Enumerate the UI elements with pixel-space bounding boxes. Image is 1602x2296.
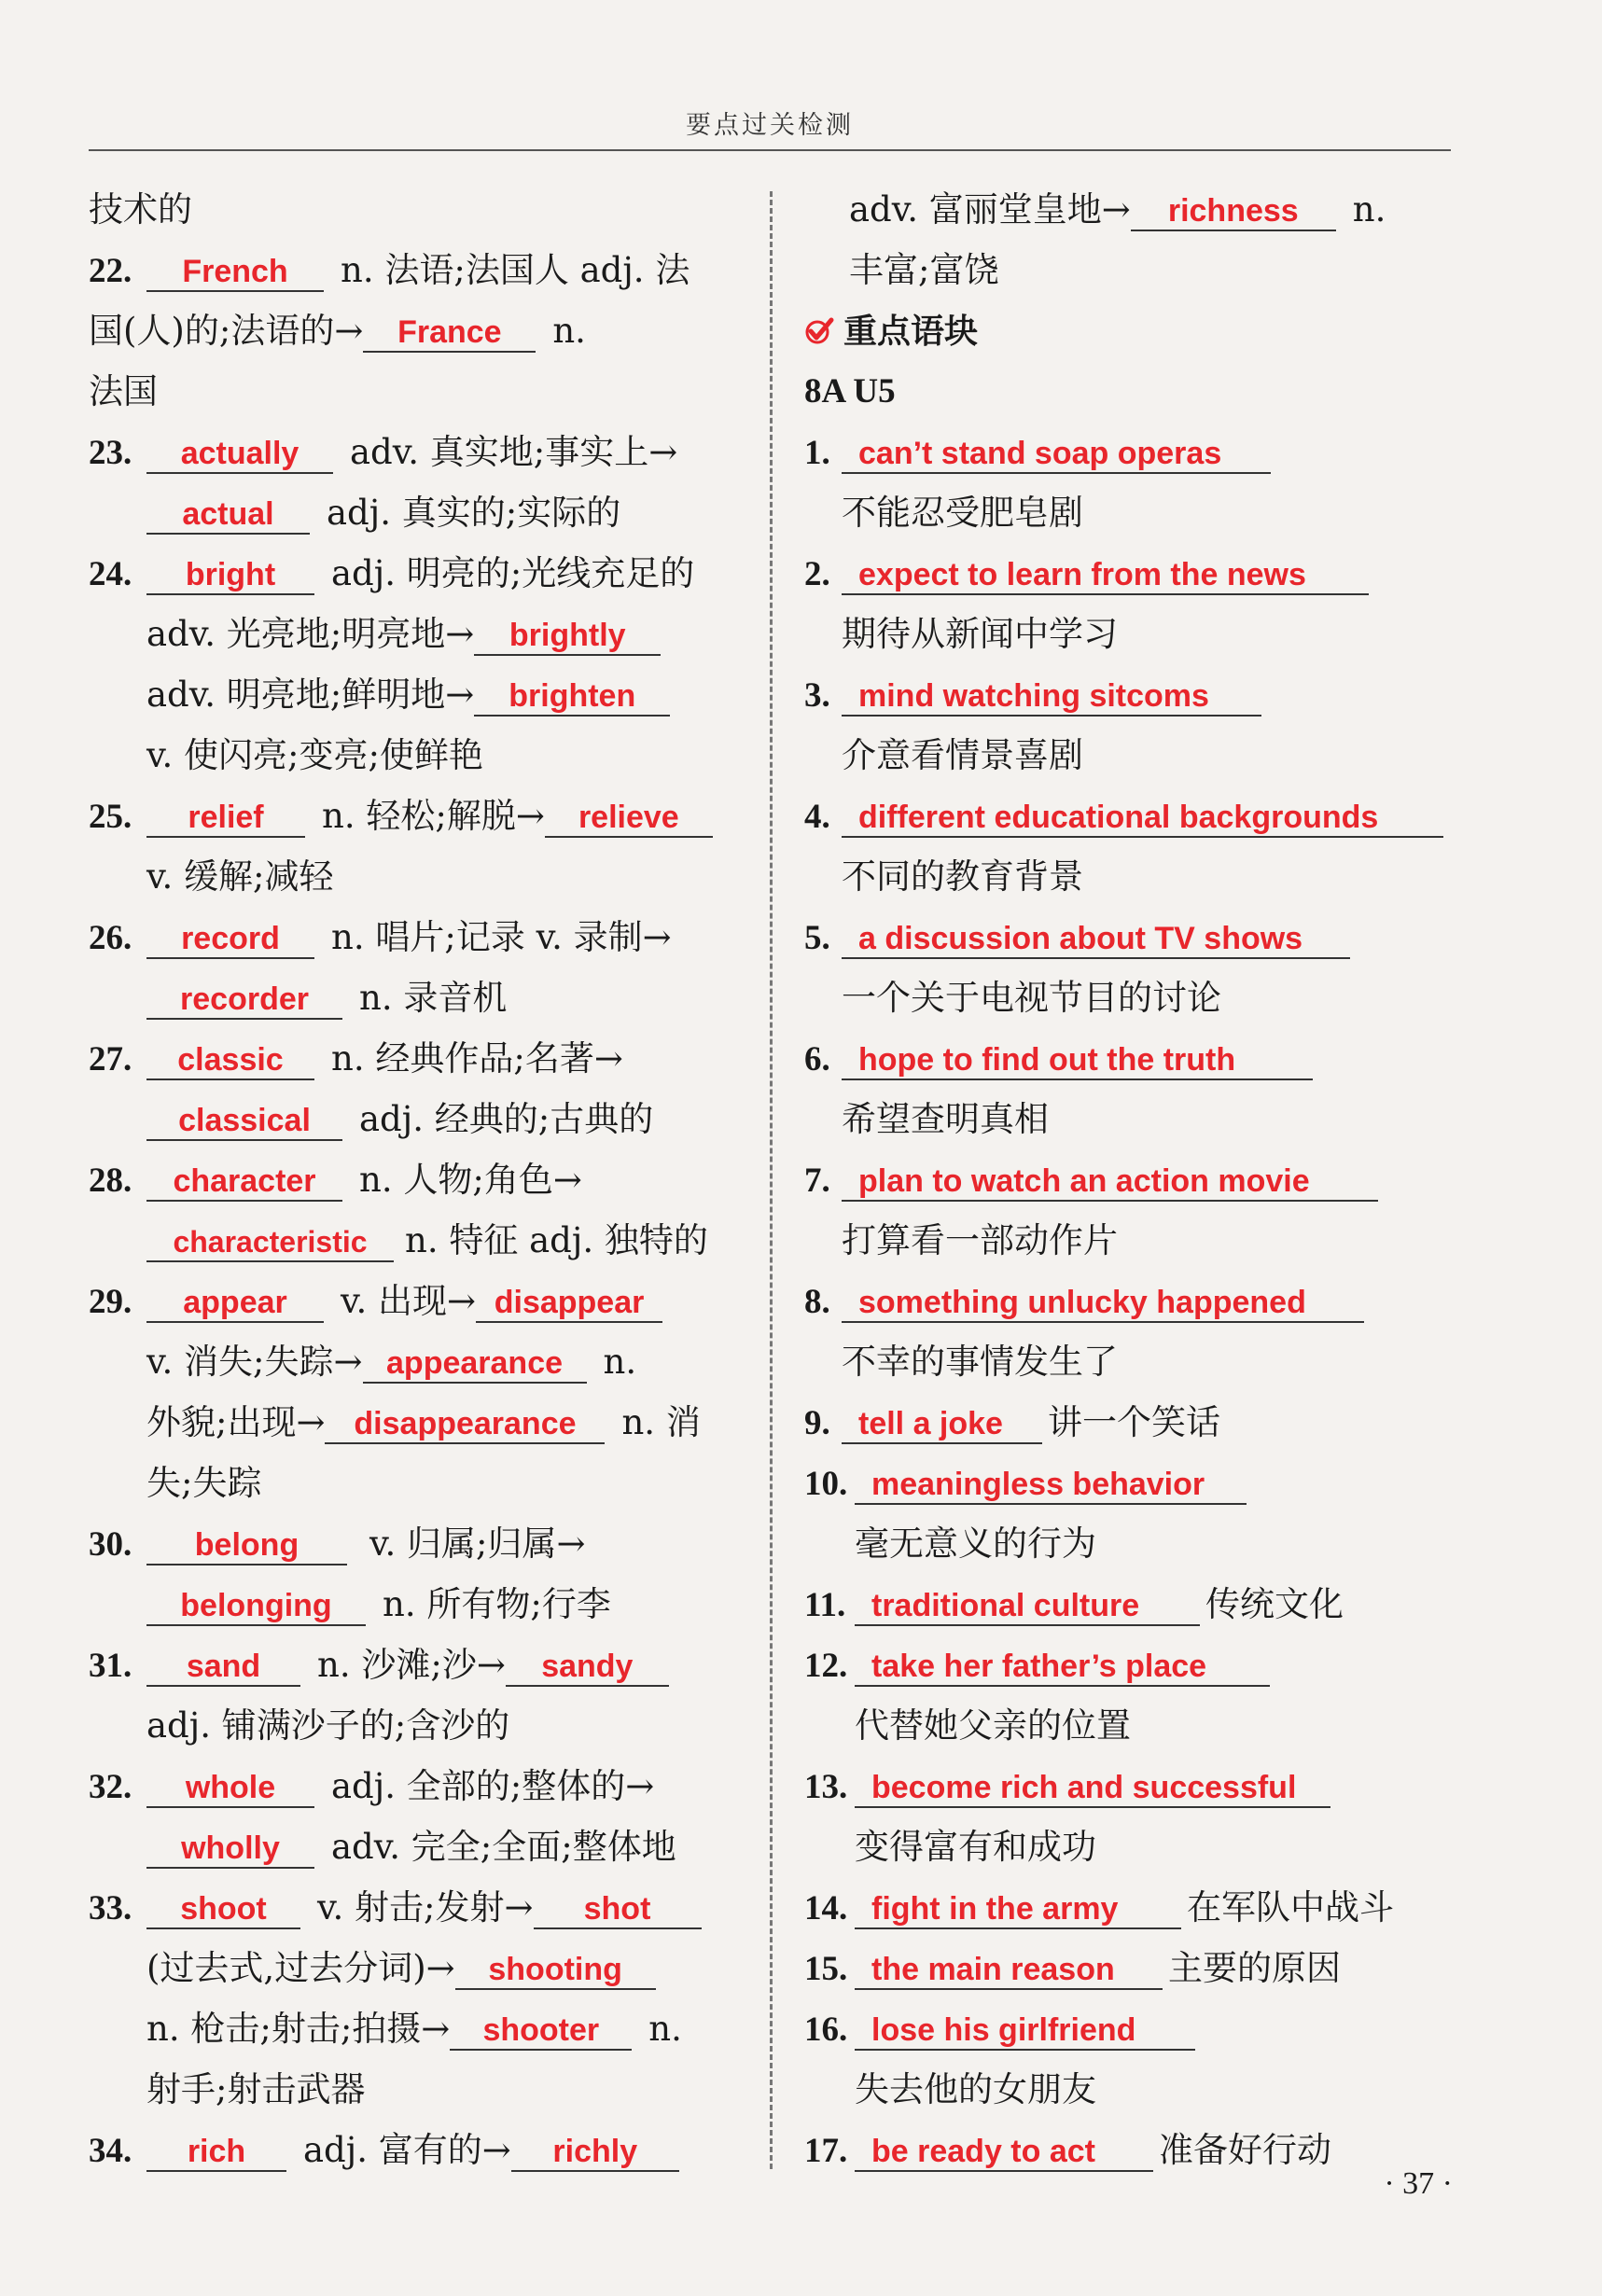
page-header: 要点过关检测 [686,111,854,140]
answer-blank: relieve [545,799,713,838]
answer-blank: classical [146,1102,342,1141]
vocab-item: 30. belong v. 归属;归属→ [89,1524,586,1564]
answer-blank: meaningless behavior [855,1466,1247,1505]
answer-blank: belonging [146,1587,366,1626]
answer-blank: appear [146,1284,324,1323]
vocab-item: 27. classic n. 经典作品;名著→ [89,1038,623,1078]
phrase-meaning: 打算看一部动作片 [842,1220,1118,1260]
vocab-item: 24. bright adj. 明亮的;光线充足的 [89,553,695,593]
vocab-item: 25. relief n. 轻松;解脱→ relieve [89,786,732,846]
text-line: v. 缓解;减轻 [146,856,334,897]
text-line: 射手;射击武器 [146,2069,366,2109]
answer-blank: classic [146,1041,314,1080]
phrase-meaning: 不同的教育背景 [842,856,1083,897]
answer-blank: brighten [474,677,670,717]
vocab-item: 国(人)的;法语的→ France n. [89,311,586,351]
vocab-item: 34. rich adj. 富有的→ richly [89,2120,732,2180]
vocab-item: 22. French n. 法语;法国人 adj. 法 [89,250,690,290]
answer-blank: the main reason [855,1951,1163,1990]
vocab-item: classical adj. 经典的;古典的 [89,1089,732,1149]
answer-blank: sandy [506,1648,669,1687]
phrase-item: 2. expect to learn from the news [804,543,1457,604]
answer-blank: plan to watch an action movie [842,1162,1378,1202]
answer-blank: wholly [146,1830,314,1869]
vocab-item: 外貌;出现→ disappearance n. 消 [146,1402,701,1442]
text-line: v. 使闪亮;变亮;使鲜艳 [146,735,483,775]
answer-blank: mind watching sitcoms [842,677,1261,717]
vocab-item: v. 消失;失踪→ appearance n. [146,1342,637,1382]
answer-blank: shooting [455,1951,656,1990]
vocab-item: 31. sand n. 沙滩;沙→ sandy [89,1635,732,1695]
vocab-item: 28. character n. 人物;角色→ [89,1160,582,1200]
answer-blank: a discussion about TV shows [842,920,1350,959]
answer-blank: characteristic [146,1223,394,1262]
answer-blank: something unlucky happened [842,1284,1364,1323]
phrase-item: 1. can’t stand soap operas [804,422,1457,482]
answer-blank: can’t stand soap operas [842,435,1271,474]
vocab-item: n. 枪击;射击;拍摄→ shooter n. [146,2009,682,2049]
phrase-item: 8. something unlucky happened [804,1271,1457,1331]
answer-blank: richness [1131,192,1336,231]
text-line: 法国 [89,371,158,411]
phrase-meaning: 代替她父亲的位置 [855,1705,1131,1746]
answer-blank: sand [146,1648,300,1687]
phrase-item: 9. tell a joke 讲一个笑话 [804,1402,1220,1442]
answer-blank: recorder [146,981,342,1020]
answer-blank: bright [146,556,314,595]
answer-blank: hope to find out the truth [842,1041,1313,1080]
answer-blank: brightly [474,617,661,656]
answer-blank: record [146,920,314,959]
header-rule [89,149,1451,151]
phrase-item: 14. fight in the army 在军队中战斗 [804,1887,1394,1927]
check-icon [804,316,834,346]
answer-blank: disappearance [325,1405,605,1444]
vocab-item: 23. actually adv. 真实地;事实上→ [89,432,678,472]
answer-blank: character [146,1162,342,1202]
phrase-item: 10. meaningless behavior [804,1453,1457,1513]
text-line: 技术的 [89,189,192,230]
left-column [89,179,732,2180]
phrase-item: 7. plan to watch an action movie [804,1149,1457,1210]
answer-blank: different educational backgrounds [842,799,1443,838]
answer-blank: fight in the army [855,1890,1181,1929]
phrase-meaning: 介意看情景喜剧 [842,735,1083,775]
phrase-meaning: 一个关于电视节目的讨论 [842,978,1221,1018]
phrase-item: 4. different educational backgrounds [804,786,1457,846]
answer-blank: lose his girlfriend [855,2011,1195,2051]
vocab-item: adv. 明亮地;鲜明地→ brighten [89,664,732,725]
vocab-item: 32. whole adj. 全部的;整体的→ [89,1766,655,1806]
phrase-meaning: 变得富有和成功 [855,1827,1096,1867]
phrase-item: 17. be ready to act 准备好行动 [804,2130,1331,2170]
vocab-item: characteristic n. 特征 adj. 独特的 [89,1210,732,1271]
answer-blank: rich [146,2133,286,2172]
phrase-item: 15. the main reason 主要的原因 [804,1948,1341,1988]
vocab-item: adv. 光亮地;明亮地→ brightly [89,604,732,664]
answer-blank: relief [146,799,305,838]
answer-blank: appearance [363,1344,587,1384]
phrase-meaning: 不幸的事情发生了 [842,1342,1118,1382]
phrase-item: 13. become rich and successful [804,1756,1457,1816]
vocab-item: belonging n. 所有物;行李 [89,1574,732,1635]
answer-blank: tell a joke [842,1405,1042,1444]
answer-blank: take her father’s place [855,1648,1270,1687]
phrase-list [804,422,1457,2180]
answer-blank: expect to learn from the news [842,556,1369,595]
answer-blank: shot [534,1890,702,1929]
vocab-item: wholly adv. 完全;全面;整体地 [89,1816,732,1877]
answer-blank: French [146,253,324,292]
phrase-meaning: 毫无意义的行为 [855,1524,1096,1564]
answer-blank: whole [146,1769,314,1808]
text-line: 丰富;富饶 [849,250,999,290]
phrase-meaning: 希望查明真相 [842,1099,1049,1139]
vocab-item: adv. 富丽堂皇地→ richness n. [849,189,1386,230]
vocab-item: recorder n. 录音机 [89,967,732,1028]
vocab-item: 26. record n. 唱片;记录 v. 录制→ [89,917,672,957]
phrase-item: 12. take her father’s place [804,1635,1457,1695]
phrase-item: 3. mind watching sitcoms [804,664,1457,725]
page-number: · 37 · [1384,2166,1453,2201]
text-line: 失;失踪 [146,1463,262,1503]
answer-blank: shooter [450,2011,632,2051]
answer-blank: be ready to act [855,2133,1153,2172]
vocab-item: 33. shoot v. 射击;发射→ shot [89,1877,732,1938]
phrase-meaning: 期待从新闻中学习 [842,614,1118,654]
text-line: adj. 铺满沙子的;含沙的 [146,1705,510,1746]
section-title: 重点语块 [843,313,979,351]
answer-blank: shoot [146,1890,300,1929]
answer-blank: actual [146,495,310,535]
answer-blank: belong [146,1526,347,1565]
answer-blank: richly [511,2133,679,2172]
unit-label: 8A U5 [804,372,896,410]
phrase-item: 11. traditional culture 传统文化 [804,1584,1344,1624]
phrase-item: 6. hope to find out the truth [804,1028,1457,1089]
answer-blank: become rich and successful [855,1769,1330,1808]
right-column [804,179,1457,2180]
phrase-meaning: 不能忍受肥皂剧 [842,493,1083,533]
section-heading [804,300,1457,361]
answer-blank: France [363,313,536,353]
vocab-item: 29. appear v. 出现→ disappear [89,1271,732,1331]
vocab-item: (过去式,过去分词)→ shooting [89,1938,732,1998]
phrase-item: 5. a discussion about TV shows [804,907,1457,967]
column-divider [770,191,773,2169]
vocab-item: actual adj. 真实的;实际的 [89,482,732,543]
phrase-item: 16. lose his girlfriend [804,1998,1457,2059]
answer-blank: disappear [476,1284,662,1323]
phrase-meaning: 失去他的女朋友 [855,2069,1096,2109]
answer-blank: traditional culture [855,1587,1200,1626]
answer-blank: actually [146,435,333,474]
